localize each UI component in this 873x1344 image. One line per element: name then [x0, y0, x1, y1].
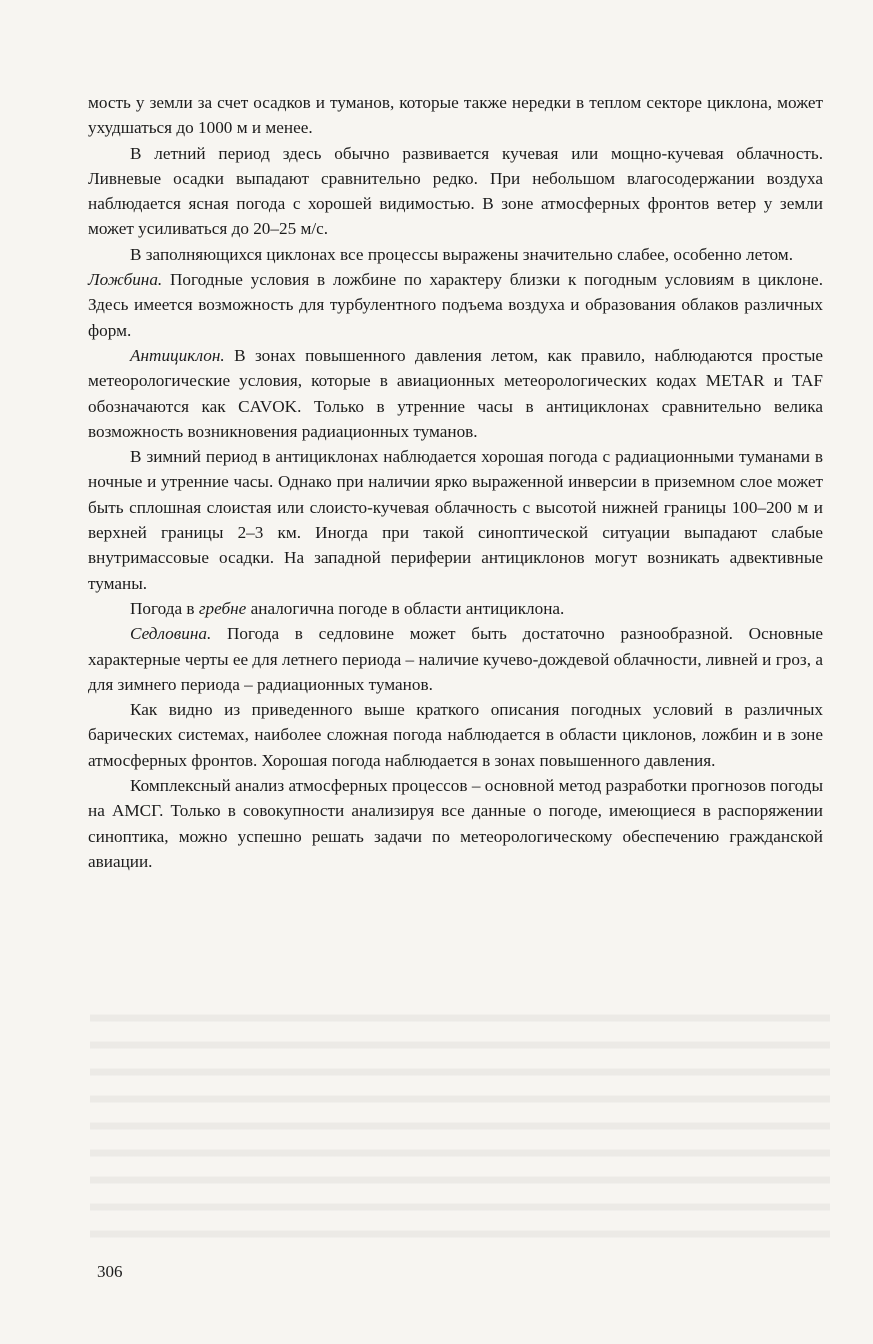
term-trough: Ложбина. — [88, 270, 163, 290]
paragraph-text: Комплексный анализ атмосферных процессов – основной метод разработки прогнозов погоды на АМСГ. Только в совокупности анализируя все данные о погоде, имеющиеся в распоряжении синоптика, можно успешно решать задачи по метеорологическому обеспечению гражданской авиации. — [88, 776, 823, 871]
paragraph-text: В зонах повышенного давления летом, как правило, наблюдаются простые метеорологические условия, которые в авиационных метеорологических кодах METAR и TAF обозначаются как CAVOK. Только в утренние часы в антициклонах сравнительно велика возможность возникновения радиационных туманов. — [88, 345, 823, 441]
paragraph-text: В заполняющихся циклонах все процессы выражены значительно слабее, особенно летом. — [130, 244, 793, 264]
paragraph-analysis — [88, 773, 823, 874]
paragraph-3 — [88, 242, 823, 267]
term-ridge: гребне — [198, 598, 247, 618]
paragraph-text: аналогична погоде в области антициклона. — [246, 598, 565, 618]
bleed-through-texture — [90, 1000, 830, 1240]
paragraph-text: Как видно из приведенного выше краткого описания погодных условий в различных барических системах, наиболее сложная погода наблюдается в области циклонов, ложбин и в зоне атмосферных фронтов. Хорошая погода наблюдается в зонах повышенного давления. — [88, 700, 823, 770]
page-number: 306 — [97, 1262, 123, 1281]
page-body — [88, 90, 823, 874]
paragraph-text: мость у земли за счет осадков и туманов, которые также нередки в теплом секторе циклона, может ухудшаться до 1000 м и менее. — [88, 93, 823, 138]
paragraph-2 — [88, 141, 823, 242]
paragraph-text: Погодные условия в ложбине по характеру близки к погодным условиям в циклоне. Здесь имеется возможность для турбулентного подъема воздуха и образования облаков различных форм. — [88, 270, 823, 340]
term-col: Седловина. — [130, 624, 212, 644]
paragraph-1 — [88, 90, 823, 141]
paragraph-summary — [88, 697, 823, 773]
paragraph-trough — [88, 267, 823, 343]
paragraph-winter-anticyclone — [88, 444, 823, 596]
paragraph-prefix: Погода в — [130, 598, 199, 618]
paragraph-col — [88, 621, 823, 697]
paragraph-text: В летний период здесь обычно развивается кучевая или мощно-кучевая облачность. Ливневые осадки выпадают сравнительно редко. При небольшом влагосодержании воздуха наблюдается ясная погода с хорошей видимостью. В зоне атмосферных фронтов ветер у земли может усиливаться до 20–25 м/с. — [88, 143, 823, 239]
paragraph-anticyclone — [88, 343, 823, 444]
term-anticyclone: Антициклон. — [130, 345, 225, 365]
paragraph-text: Погода в седловине может быть достаточно разнообразной. Основные характерные черты ее для летнего периода – наличие кучево-дождевой облачности, ливней и гроз, а для зимнего периода – радиационных туманов. — [88, 624, 823, 694]
paragraph-ridge — [88, 596, 823, 621]
paragraph-text: В зимний период в антициклонах наблюдается хорошая погода с радиационными туманами в ночные и утренние часы. Однако при наличии ярко выраженной инверсии в приземном слое может быть сплошная слоистая или слоисто-кучевая облачность с высотой нижней границы 100–200 м и верхней границы 2–3 км. Иногда при такой синоптической ситуации выпадают слабые внутримассовые осадки. На западной периферии антициклонов могут возникать адвективные туманы. — [88, 447, 823, 593]
